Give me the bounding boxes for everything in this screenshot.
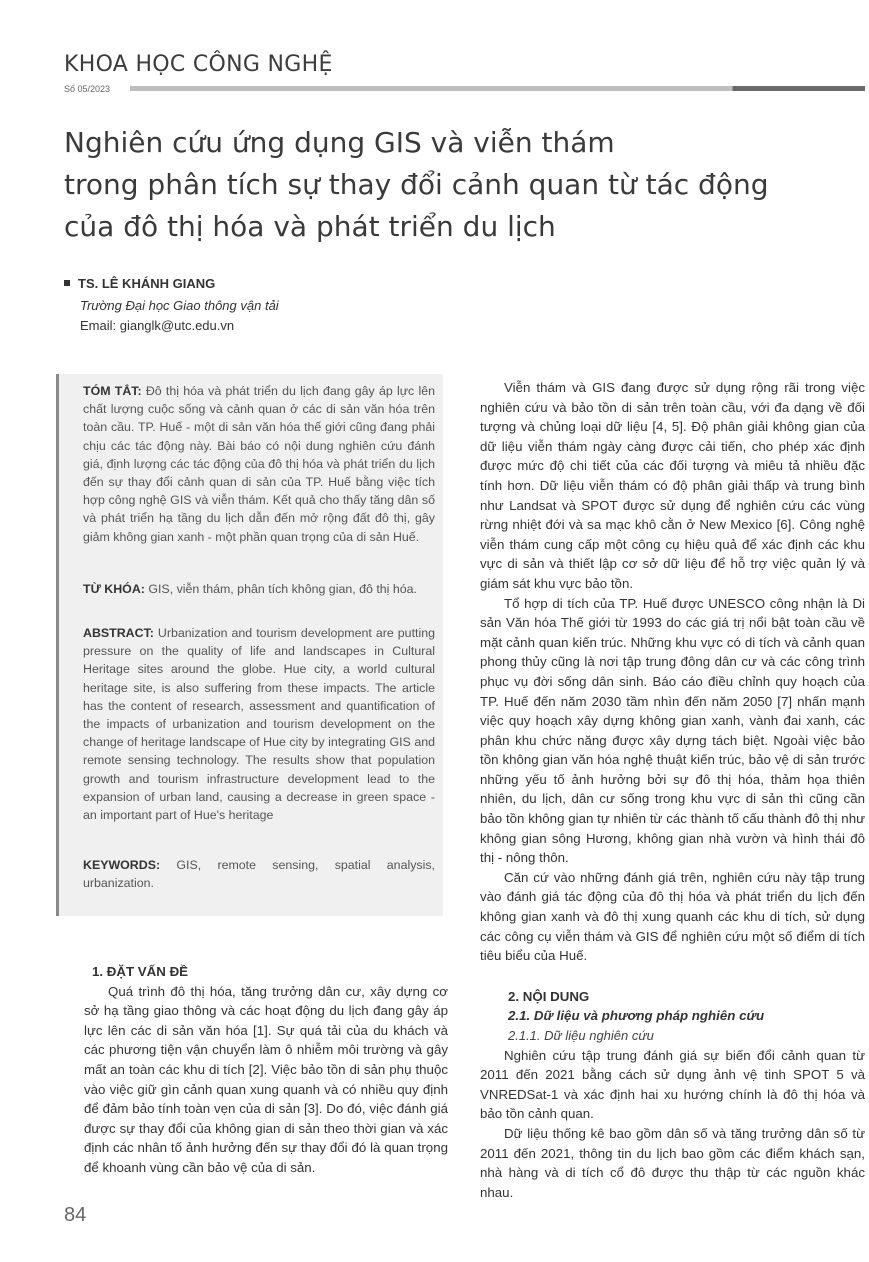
section-heading-2: 2. NỘI DUNG — [508, 988, 590, 1004]
subsection-heading: 2.1. Dữ liệu và phương pháp nghiên cứu — [508, 1008, 765, 1024]
author-email: Email: gianglk@utc.edu.vn — [80, 318, 235, 333]
left-column — [84, 962, 448, 1178]
keywords-en-text: GIS, remote sensing, spatial analysis, urbanization. — [83, 858, 435, 891]
subsubsection-heading: 2.1.1. Dữ liệu nghiên cứu — [508, 1028, 654, 1043]
keywords-en — [83, 856, 435, 892]
keywords-vi — [83, 580, 435, 598]
keywords-vi-label: TỪ KHÓA: — [83, 582, 145, 596]
abstract-en-label: ABSTRACT: — [83, 626, 154, 640]
right-column — [480, 378, 865, 1202]
abstract-vi-text: Đô thị hóa và phát triển du lịch đang gây áp lực lên chất lượng cuộc sống và cảnh quan ở các di sản văn hóa trên toàn cầu. TP. Huế - một di sản văn hóa thế giới cũng đang phải chịu các tác động này. Bài báo có nội dung nghiên cứu đánh giá, định lượng các tác động của đô thị hóa và phát triển du lịch đến sự thay đổi cảnh quan di sản của TP. Huế bằng việc tích hợp công nghệ GIS và viễn thám. Kết quả cho thấy tăng dân số và phát triển hạ tầng du lịch dẫn đến mở rộng đất đô thị, gây giảm không gian xanh - một phần quan trọng của di sản Huế. — [83, 384, 436, 544]
bullet-square-icon — [64, 280, 70, 286]
abstract-vi — [83, 382, 435, 546]
page-number: 84 — [64, 1204, 87, 1226]
keywords-vi-text: GIS, viễn thám, phân tích không gian, đô thị hóa. — [144, 582, 417, 596]
body-paragraph: Nghiên cứu tập trung đánh giá sự biến đổi cảnh quan từ 2011 đến 2021 bằng cách sử dụng ảnh vệ tinh SPOT 5 và VNREDSat-1 và xác định hai xu hướng chính là đô thị hóa và bảo tồn cảnh quan. — [480, 1047, 865, 1122]
issue-number: Số 05/2023 — [64, 84, 111, 94]
section-heading-1: 1. ĐẶT VẤN ĐỀ — [92, 964, 189, 979]
title-line: của đô thị hóa và phát triển du lịch — [64, 210, 556, 243]
author-affiliation: Trường Đại học Giao thông vận tải — [80, 298, 279, 313]
title-line: trong phân tích sự thay đổi cảnh quan từ tác động — [64, 168, 769, 201]
keywords-en-label: KEYWORDS: — [83, 858, 161, 872]
title-line: Nghiên cứu ứng dụng GIS và viễn thám — [64, 126, 615, 159]
abstract-box — [56, 374, 443, 916]
abstract-en — [83, 624, 435, 824]
author-name — [64, 276, 215, 291]
body-paragraph: Căn cứ vào những đánh giá trên, nghiên cứu này tập trung vào đánh giá tác động của đô thị hóa và phát triển du lịch đến không gian xanh và đô thị xung quanh các khu di tích, sử dụng các công cụ viễn thám và GIS để nghiên cứu một số điểm di tích tiêu biểu của Huế. — [480, 869, 865, 964]
article-title — [64, 122, 824, 248]
header-rule — [130, 86, 865, 91]
abstract-en-text: Urbanization and tourism development are putting pressure on the quality of life and landscapes in Cultural Heritage sites around the globe. Hue city, a world cultural heritage site, is also suffering from these impacts. The article has the content of research, assessment and quantification of the impacts of urbanization and tourism development on the change of heritage landscape of Hue city by integrating GIS and remote sensing technology. The results show that population growth and tourism infrastructure development lead to the expansion of urban land, causing a decrease in green space - an important part of Hue's heritage — [83, 626, 435, 823]
body-paragraph: Tổ hợp di tích của TP. Huế được UNESCO công nhận là Di sản Văn hóa Thế giới từ 1993 do các giá trị nổi bật toàn cầu về mặt cảnh quan kiến trúc. Những khu vực có di tích và cảnh quan phong thủy cũng là nơi tập trung đông dân cư và các công trình phục vụ đời sống dân sinh. Báo cáo điều chỉnh quy hoạch của TP. Huế đến năm 2030 tầm nhìn đến năm 2050 [7] nhấn mạnh việc quy hoạch xây dựng không gian xanh, vành đai xanh, các phân khu chức năng được xây dựng tách biệt. Ngoài việc bảo tồn không gian văn hóa nghệ thuật kiến trúc, bảo vệ di sản trước những yếu tố ảnh hưởng bởi sự đô thị hóa, thảm họa thiên nhiên, du lịch, dân cư sống trong khu vực di sản thì cũng cần bảo tồn không gian tự nhiên từ các thành tố cấu thành đô thị như không gian sông Hương, không gian nhà vườn và hình thái đô thị - nông thôn. — [480, 595, 865, 866]
body-paragraph: Viễn thám và GIS đang được sử dụng rộng rãi trong việc nghiên cứu và bảo tồn di sản trên toàn cầu, với đa dạng về đối tượng và chủng loại dữ liệu [4, 5]. Độ phân giải không gian của dữ liệu viễn thám ngày càng được cải tiến, cho phép xác định được mức độ chi tiết của các đối tượng và miêu tả nhiều đặc tính hơn. Dữ liệu viễn thám có độ phân giải thấp và trung bình như Landsat và SPOT được sử dụng để nghiên cứu các vùng rừng nhiệt đới và sa mạc khô cằn ở New Mexico [6]. Công nghệ viễn thám cung cấp một công cụ hiệu quả để xác định các khu vực di sản và thiết lập cơ sở dữ liệu để hỗ trợ việc quản lý và giám sát khu vực bảo tồn. — [480, 380, 865, 591]
author-name-text: TS. LÊ KHÁNH GIANG — [78, 276, 216, 291]
body-paragraph: Quá trình đô thị hóa, tăng trưởng dân cư, xây dựng cơ sở hạ tầng giao thông và các hoạt động du lịch đang gây áp lực lên các di sản văn hóa [1]. Sự quá tải của du khách và các phương tiện vận chuyển làm ô nhiễm môi trường và gây mất an toàn các khu di tích [2]. Việc bảo tồn di sản phụ thuộc vào việc giữ gìn cảnh quan xung quanh và có nhiều quy định để đảm bảo tính toàn vẹn của di sản [3]. Do đó, việc đánh giá được sự thay đổi của không gian di sản theo thời gian và xác định các nhân tố ảnh hưởng đến sự thay đổi đó là quan trọng để khoanh vùng cần bảo vệ của di sản. — [84, 983, 448, 1175]
section-label: KHOA HỌC CÔNG NGHỆ — [64, 52, 333, 77]
abstract-vi-label: TÓM TẮT: — [83, 384, 142, 398]
body-paragraph: Dữ liệu thống kê bao gồm dân số và tăng trưởng dân số từ 2011 đến 2021, thông tin du lịch bao gồm các điểm khách sạn, nhà hàng và di tích cổ đô được thu thập từ các nguồn khác nhau. — [480, 1125, 865, 1200]
